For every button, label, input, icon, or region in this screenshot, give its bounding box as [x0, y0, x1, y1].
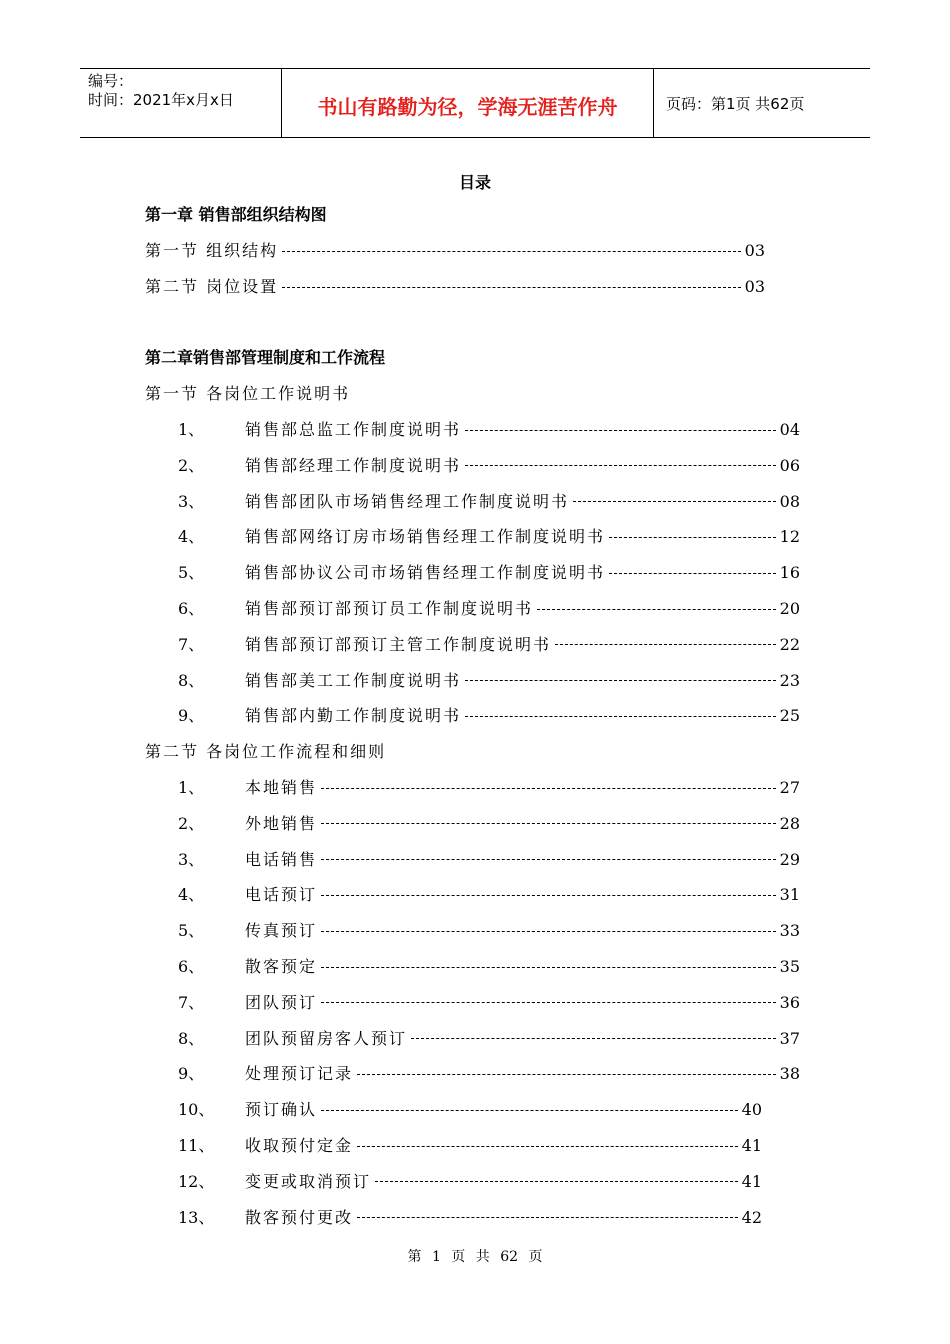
toc-entry-label: 预订确认 [245, 1100, 318, 1120]
toc-entry-body [245, 633, 800, 657]
toc-entry-number: 4、 [178, 885, 205, 905]
toc-entry-body [245, 776, 800, 800]
leader-dashes [321, 823, 776, 824]
toc-entry-number: 12、 [178, 1171, 215, 1191]
leader-dashes [555, 644, 776, 645]
toc-entry-label: 销售部网络订房市场销售经理工作制度说明书 [245, 527, 606, 547]
toc-entry-label: 销售部预订部预订员工作制度说明书 [245, 599, 534, 618]
leader-dashes [282, 251, 741, 252]
toc-entry-page: 36 [779, 992, 800, 1012]
toc-entry[interactable] [178, 919, 800, 943]
toc-entry[interactable] [178, 525, 800, 549]
toc-entry-number: 2、 [178, 813, 205, 833]
toc-entry-body [245, 490, 800, 514]
toc-entry-label: 销售部团队市场销售经理工作制度说明书 [245, 491, 570, 511]
toc-entry-body [245, 1098, 762, 1122]
toc-entry[interactable] [178, 1134, 762, 1158]
leader-dashes [573, 501, 776, 502]
leader-dashes [537, 609, 776, 610]
leader-dashes [321, 1110, 738, 1111]
toc-entry[interactable] [178, 991, 800, 1015]
toc-entry-number: 11、 [178, 1136, 215, 1155]
leader-dashes [321, 967, 776, 968]
toc-entry-page: 38 [779, 1064, 800, 1084]
toc-entry-page: 41 [741, 1171, 762, 1191]
toc-entry-number: 9、 [178, 1064, 205, 1084]
leader-dashes [321, 895, 776, 896]
toc-entry[interactable] [178, 597, 800, 621]
toc-entry-number: 7、 [178, 634, 205, 654]
toc-entry-number: 2、 [178, 455, 205, 475]
toc-entry-body [245, 1134, 762, 1158]
toc-entry-number: 13、 [178, 1207, 215, 1227]
toc-entry-body [245, 919, 800, 943]
toc-entry-page: 03 [744, 277, 765, 296]
toc-entry-body [245, 991, 800, 1015]
toc-entry-number: 5、 [178, 563, 205, 583]
toc-entry-number: 3、 [178, 491, 205, 511]
toc-entry[interactable] [178, 669, 800, 693]
toc-entry-page: 27 [779, 778, 800, 797]
toc-entry-page: 20 [779, 599, 800, 618]
section-2-title: 第二节 各岗位工作流程和细则 [145, 742, 387, 761]
toc-entry-page: 33 [779, 921, 800, 941]
toc-entry-label: 收取预付定金 [245, 1136, 354, 1155]
date-label: 时间：2021年x月x日 [88, 91, 234, 109]
toc-entry[interactable] [178, 454, 800, 478]
toc-entry-label: 团队预订 [245, 992, 318, 1012]
toc-entry-number: 1、 [178, 778, 205, 797]
toc-entry-page: 06 [779, 455, 800, 475]
toc-entry[interactable] [178, 1206, 762, 1230]
toc-entry-body [245, 418, 800, 442]
toc-entry-page: 12 [779, 527, 800, 547]
toc-entry-page: 41 [741, 1136, 762, 1155]
leader-dashes [411, 1038, 776, 1039]
toc-entry-page: 04 [779, 420, 800, 439]
leader-dashes [465, 465, 776, 466]
toc-entry-page: 22 [779, 634, 800, 654]
toc-entry-page: 23 [779, 670, 800, 690]
toc-entry-label: 第一节 组织结构 [145, 241, 279, 260]
toc-entry[interactable] [178, 812, 800, 836]
toc-entry-body [245, 704, 800, 728]
toc-entry[interactable] [178, 633, 800, 657]
toc-entry-number: 7、 [178, 992, 205, 1012]
toc-entry-body [245, 1027, 800, 1051]
leader-dashes [465, 680, 776, 681]
toc-entry-label: 电话销售 [245, 849, 318, 869]
toc-entry[interactable] [178, 883, 800, 907]
toc-entry-label: 散客预付更改 [245, 1207, 354, 1227]
toc-entry-body [245, 1170, 762, 1194]
toc-entry[interactable] [178, 848, 800, 872]
leader-dashes [357, 1146, 738, 1147]
toc-entry-body [245, 1062, 800, 1086]
toc-entry[interactable] [178, 955, 800, 979]
chapter-2-title: 第二章销售部管理制度和工作流程 [145, 348, 386, 367]
toc-entry-page: 16 [779, 563, 800, 583]
toc-entry-body [245, 561, 800, 585]
toc-entry-label: 销售部内勤工作制度说明书 [245, 706, 462, 726]
leader-dashes [375, 1181, 738, 1182]
toc-entry-label: 销售部总监工作制度说明书 [245, 420, 462, 439]
toc-entry-label: 销售部预订部预订主管工作制度说明书 [245, 634, 552, 654]
leader-dashes [357, 1074, 776, 1075]
toc-entry-page: 25 [779, 706, 800, 726]
leader-dashes [321, 859, 776, 860]
page-footer: 第 1 页 共 62 页 [407, 1249, 543, 1265]
toc-entry-page: 31 [779, 885, 800, 905]
header-page-info: 页码：第1页 共62页 [666, 95, 805, 113]
toc-entry[interactable] [178, 776, 800, 800]
toc-entry-body [245, 812, 800, 836]
toc-entry-number: 9、 [178, 706, 205, 726]
toc-entry-body [245, 597, 800, 621]
toc-entry-label: 变更或取消预订 [245, 1171, 372, 1191]
toc-entry[interactable] [178, 1027, 800, 1051]
toc-entry-body [245, 1206, 762, 1230]
toc-entry-body [245, 669, 800, 693]
toc-entry[interactable] [145, 239, 765, 263]
toc-entry-label: 销售部经理工作制度说明书 [245, 455, 462, 475]
toc-entry-body [245, 454, 800, 478]
code-label: 编号： [88, 72, 134, 90]
toc-entry-body [245, 848, 800, 872]
toc-entry-label: 处理预订记录 [245, 1064, 354, 1084]
toc-entry-number: 8、 [178, 1028, 205, 1048]
toc-entry-number: 8、 [178, 670, 205, 690]
toc-entry-page: 42 [741, 1207, 762, 1227]
leader-dashes [357, 1217, 738, 1218]
toc-entry[interactable] [178, 704, 800, 728]
toc-title: 目录 [458, 173, 491, 192]
toc-entry-label: 销售部美工工作制度说明书 [245, 670, 462, 690]
leader-dashes [321, 931, 776, 932]
toc-entry-number: 10、 [178, 1100, 215, 1120]
toc-entry-label: 传真预订 [245, 921, 318, 941]
toc-entry[interactable] [178, 561, 800, 585]
toc-entry-page: 08 [779, 491, 800, 511]
toc-entry-label: 散客预定 [245, 957, 318, 976]
toc-entry[interactable] [145, 275, 765, 299]
toc-entry-page: 40 [741, 1100, 762, 1120]
toc-entry-number: 4、 [178, 527, 205, 547]
section-1-title: 第一节 各岗位工作说明书 [145, 384, 351, 403]
toc-entry[interactable] [178, 1098, 762, 1122]
toc-entry-label: 外地销售 [245, 813, 318, 833]
toc-entry-label: 团队预留房客人预订 [245, 1028, 408, 1048]
leader-dashes [321, 1002, 776, 1003]
leader-dashes [465, 430, 776, 431]
toc-entry-number: 5、 [178, 921, 205, 941]
toc-entry-number: 3、 [178, 849, 205, 869]
toc-entry[interactable] [178, 1170, 762, 1194]
chapter-1-title: 第一章 销售部组织结构图 [145, 205, 327, 224]
leader-dashes [321, 788, 776, 789]
leader-dashes [609, 537, 776, 538]
toc-entry-number: 1、 [178, 420, 205, 439]
toc-entry-label: 销售部协议公司市场销售经理工作制度说明书 [245, 563, 606, 583]
leader-dashes [609, 573, 776, 574]
toc-entry[interactable] [178, 490, 800, 514]
toc-entry-page: 35 [779, 957, 800, 976]
leader-dashes [465, 716, 776, 717]
toc-entry-number: 6、 [178, 957, 205, 976]
toc-entry-label: 第二节 岗位设置 [145, 277, 279, 296]
document-header [80, 68, 870, 138]
toc-entry-label: 电话预订 [245, 885, 318, 905]
toc-entry-page: 03 [744, 241, 765, 260]
toc-entry-label: 本地销售 [245, 778, 318, 797]
header-motto: 书山有路勤为径，学海无涯苦作舟 [282, 69, 654, 137]
toc-entry-body [245, 525, 800, 549]
leader-dashes [282, 287, 741, 288]
toc-entry-page: 28 [779, 813, 800, 833]
toc-entry-body [245, 883, 800, 907]
toc-entry-page: 29 [779, 849, 800, 869]
header-meta [80, 69, 282, 137]
toc-entry[interactable] [178, 1062, 800, 1086]
toc-entry[interactable] [178, 418, 800, 442]
toc-entry-body [245, 955, 800, 979]
toc-entry-number: 6、 [178, 599, 205, 618]
toc-entry-page: 37 [779, 1028, 800, 1048]
